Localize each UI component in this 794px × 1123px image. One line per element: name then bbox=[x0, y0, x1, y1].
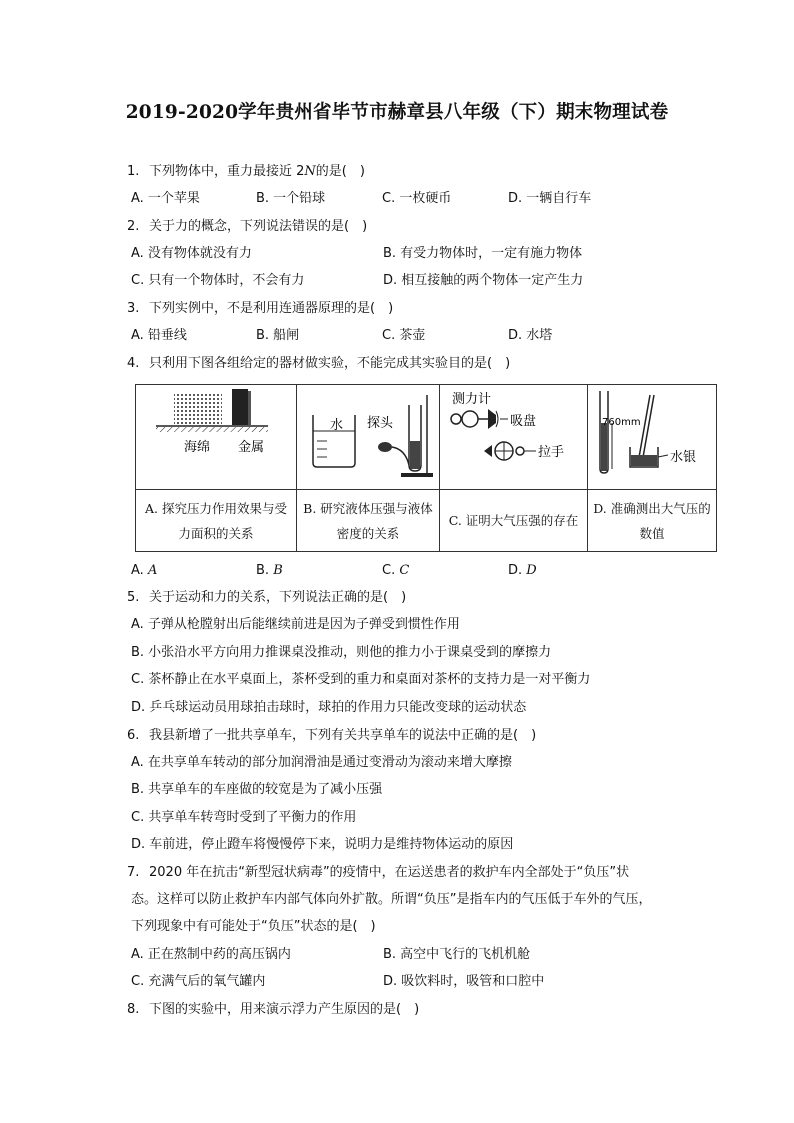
question-stem: 下列物体中，重力最接近 2 bbox=[149, 164, 305, 179]
option-b bbox=[256, 562, 283, 580]
question-2 bbox=[127, 218, 367, 236]
caption-a: A. 探究压力作用效果与受力面积的关系 bbox=[136, 490, 297, 552]
option-d: D. 相互接触的两个物体一定产生力 bbox=[383, 273, 584, 288]
option-b: B. 有受力物体时，一定有施力物体 bbox=[383, 246, 583, 261]
option-a: A. 子弹从枪膛射出后能继续前进是因为子弹受到惯性作用 bbox=[131, 617, 460, 632]
option-b: B. 共享单车的车座做的较宽是为了减小压强 bbox=[131, 782, 383, 797]
option-c: C. 只有一个物体时，不会有力 bbox=[131, 273, 305, 288]
experiment-figure-table bbox=[135, 384, 717, 552]
option-b: B. 一个铅球 bbox=[256, 191, 326, 206]
option-value: D bbox=[526, 563, 537, 578]
option-a: A. 正在熬制中药的高压锅内 bbox=[131, 947, 291, 962]
option-c: C. 一枚硬币 bbox=[382, 191, 452, 206]
question-7 bbox=[127, 864, 629, 882]
question-8 bbox=[127, 1001, 419, 1019]
question-number: 1. bbox=[127, 164, 140, 179]
question-stem: 关于运动和力的关系，下列说法正确的是( ) bbox=[149, 590, 407, 605]
question-stem: 关于力的概念，下列说法错误的是( ) bbox=[149, 219, 368, 234]
question-stem-line-2: 态。这样可以防止救护车内部气体向外扩散。所谓“负压”是指车内的气压低于车外的气压， bbox=[131, 892, 652, 907]
option-d bbox=[508, 562, 537, 580]
option-c: C. 茶杯静止在水平桌面上，茶杯受到的重力和桌面对茶杯的支持力是一对平衡力 bbox=[131, 672, 591, 687]
probe-label: 探头 bbox=[367, 416, 394, 431]
option-d: D. 一辆自行车 bbox=[508, 191, 592, 206]
caption-c: C. 证明大气压强的存在 bbox=[440, 490, 588, 552]
question-stem: 我县新增了一批共享单车，下列有关共享单车的说法中正确的是( ) bbox=[149, 728, 537, 743]
question-stem: 2020 年在抗击“新型冠状病毒”的疫情中，在运送患者的救护车内全部处于“负压”状 bbox=[149, 865, 630, 880]
caption-b: B. 研究液体压强与液体密度的关系 bbox=[297, 490, 440, 552]
torricelli-tube-illustration bbox=[588, 385, 716, 485]
sponge-metal-illustration bbox=[136, 385, 296, 485]
figure-a-sponge-metal bbox=[136, 385, 297, 490]
question-stem-line-3: 下列现象中有可能处于“负压”状态的是( ) bbox=[131, 919, 376, 934]
option-d: D. 水塔 bbox=[508, 328, 553, 343]
question-6 bbox=[127, 727, 536, 745]
handle-label: 拉手 bbox=[538, 445, 565, 460]
option-prefix: D. bbox=[508, 563, 527, 578]
metal-label: 金属 bbox=[238, 440, 265, 455]
option-prefix: C. bbox=[382, 563, 400, 578]
option-b: B. 船闸 bbox=[256, 328, 300, 343]
option-c: C. 茶壶 bbox=[382, 328, 426, 343]
question-stem-tail: 的是( ) bbox=[315, 164, 365, 179]
question-number: 7. bbox=[127, 865, 140, 880]
mercury-label: 水银 bbox=[670, 450, 697, 465]
option-d: D. 乒乓球运动员用球拍击球时，球拍的作用力只能改变球的运动状态 bbox=[131, 700, 527, 715]
question-3 bbox=[127, 300, 393, 318]
option-prefix: B. bbox=[256, 563, 274, 578]
option-b: B. 高空中飞行的飞机机舱 bbox=[383, 947, 531, 962]
question-number: 2. bbox=[127, 219, 140, 234]
option-c: C. 充满气后的氧气罐内 bbox=[131, 974, 266, 989]
caption-d: D. 准确测出大气压的数值 bbox=[588, 490, 717, 552]
option-value: C bbox=[399, 563, 410, 578]
question-stem: 下列实例中，不是利用连通器原理的是( ) bbox=[149, 301, 394, 316]
sponge-shape bbox=[174, 393, 222, 425]
option-a: A. 铅垂线 bbox=[131, 328, 187, 343]
sponge-label: 海绵 bbox=[184, 440, 211, 455]
page-title: 2019-2020学年贵州省毕节市赫章县八年级（下）期末物理试卷 bbox=[125, 102, 669, 123]
option-a: A. 没有物体就没有力 bbox=[131, 246, 252, 261]
figure-c-suction-cups bbox=[440, 385, 588, 490]
option-c bbox=[382, 562, 409, 580]
water-label: 水 bbox=[330, 418, 344, 433]
question-number: 6. bbox=[127, 728, 140, 743]
question-stem: 只利用下图各组给定的器材做实验，不能完成其实验目的是( ) bbox=[149, 356, 511, 371]
option-value: B bbox=[273, 563, 283, 578]
figure-d-torricelli bbox=[588, 385, 717, 490]
question-number: 8. bbox=[127, 1002, 140, 1017]
unit-symbol: N bbox=[304, 164, 316, 179]
option-value: A bbox=[147, 563, 158, 578]
question-4 bbox=[127, 355, 510, 373]
question-number: 4. bbox=[127, 356, 140, 371]
question-stem: 下图的实验中，用来演示浮力产生原因的是( ) bbox=[149, 1002, 420, 1017]
question-number: 3. bbox=[127, 301, 140, 316]
question-number: 5. bbox=[127, 590, 140, 605]
suction-cup-illustration bbox=[440, 385, 587, 485]
metal-block bbox=[232, 389, 248, 425]
option-d: D. 车前进，停止蹬车将慢慢停下来，说明力是维持物体运动的原因 bbox=[131, 837, 514, 852]
question-5 bbox=[127, 589, 406, 607]
figure-b-liquid-pressure bbox=[297, 385, 440, 490]
option-b: B. 小张沿水平方向用力推课桌没推动，则他的推力小于课桌受到的摩擦力 bbox=[131, 645, 552, 660]
question-1 bbox=[127, 163, 365, 181]
option-d: D. 吸饮料时，吸管和口腔中 bbox=[383, 974, 545, 989]
option-a: A. 一个苹果 bbox=[131, 191, 200, 206]
liquid-pressure-illustration bbox=[297, 385, 439, 485]
option-c: C. 共享单车转弯时受到了平衡力的作用 bbox=[131, 810, 357, 825]
option-prefix: A. bbox=[131, 563, 148, 578]
suction-cup-label: 吸盘 bbox=[510, 414, 537, 429]
option-a bbox=[131, 562, 157, 580]
height-760mm-label: 760mm bbox=[602, 417, 641, 428]
option-a: A. 在共享单车转动的部分加润滑油是通过变滑动为滚动来增大摩擦 bbox=[131, 755, 512, 770]
spring-scale-label: 测力计 bbox=[452, 392, 492, 407]
